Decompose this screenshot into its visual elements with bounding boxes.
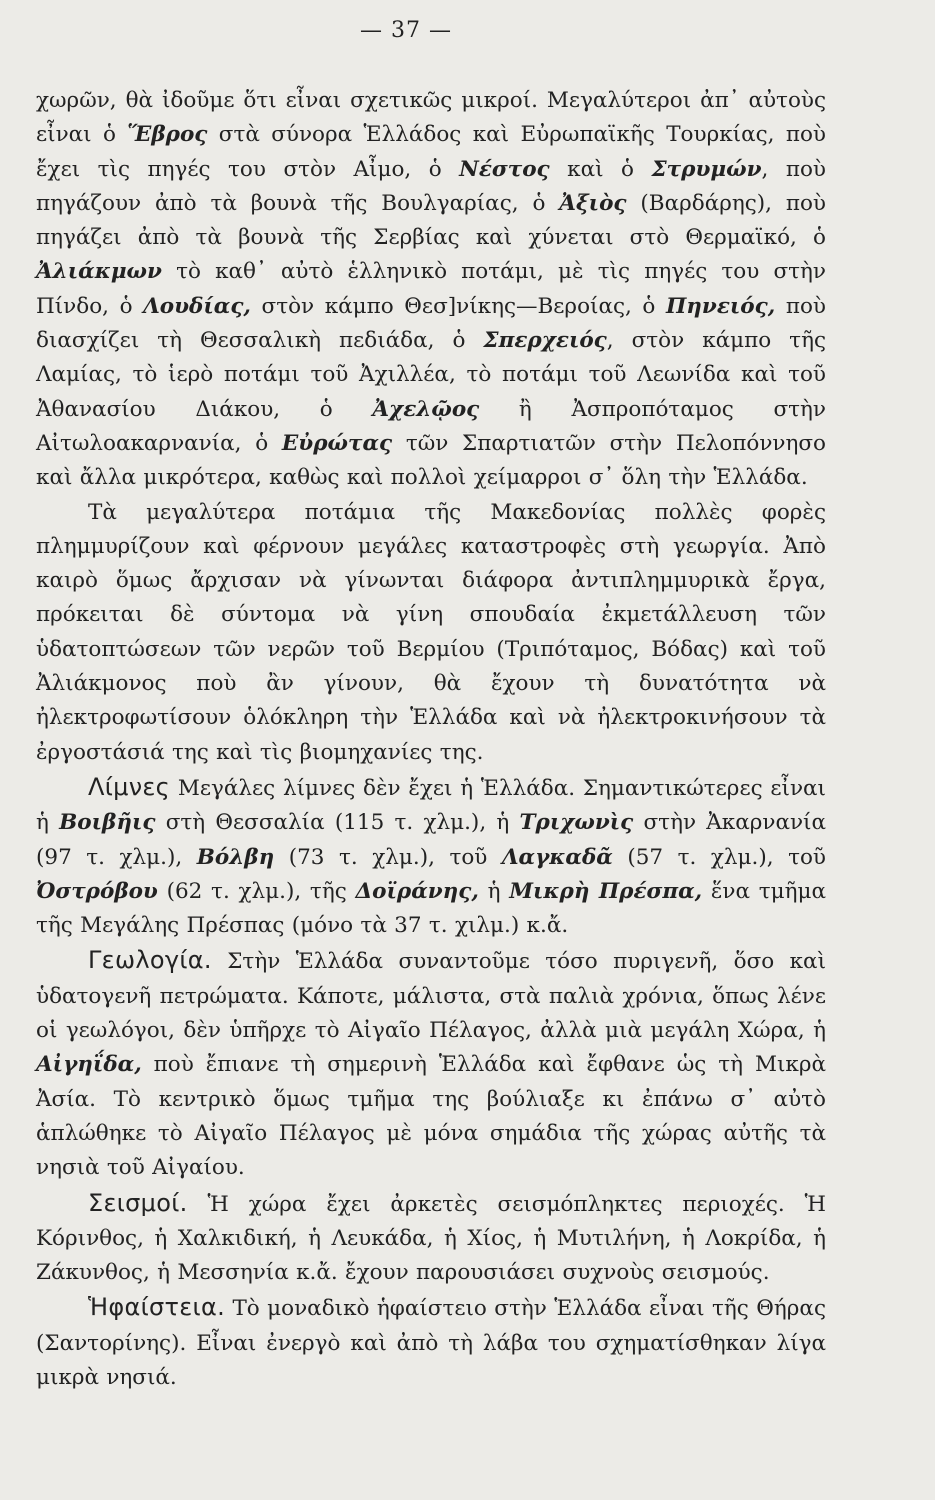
highlight-nestos: Νέστος [459, 156, 550, 182]
text-run: , ποὺ πηγάζουν ἀπὸ τὰ βουνὰ τῆς Βουλγαρίας, ὁ [36, 156, 826, 216]
text-run: (Βαρδάρης), ποὺ πηγάζει ἀπὸ τὰ βουνὰ τῆς Σερβίας καὶ χύνεται στὸ Θερμαϊκό, ὁ [36, 190, 827, 251]
section-heading-earthquakes: Σεισμοί. [88, 1188, 188, 1217]
highlight-doirani: Δοϊράνης, [355, 878, 479, 904]
text-run: ἕνα τμῆμα τῆς Μεγάλης Πρέσπας (μόνο τὰ 37 τ. χιλμ.) κ.ἄ. [36, 878, 826, 939]
text-run: (73 τ. χλμ.), τοῦ [274, 844, 502, 870]
highlight-loudias: Λουδίας, [143, 293, 251, 319]
text-run: καὶ ὁ [549, 156, 652, 182]
paragraph-volcanoes [36, 1290, 826, 1395]
text-run: Μεγάλες λίμνες δὲν ἔχει ἡ Ἑλλάδα. Σημαντικώτερες εἶναι ἡ [36, 775, 826, 836]
section-heading-lakes: Λίμνες [88, 772, 171, 801]
text-run: ποὺ διασχίζει τὴ Θεσσαλικὴ πεδιάδα, ὁ [36, 293, 826, 354]
paragraph-lakes [36, 770, 826, 943]
text-run: τὸ καθ᾽ αὐτὸ ἑλληνικὸ ποτάμι, μὲ τὶς πηγές του στὴν Πίνδο, ὁ [36, 259, 826, 319]
text-run: ἢ Ἀσπροπόταμος στὴν Αἰτωλοακαρνανία, ὁ [36, 396, 826, 456]
paragraph-geology [36, 943, 826, 1185]
highlight-voivi: Βοιβῆις [59, 810, 156, 836]
highlight-lagkadas: Λαγκαδᾶ [501, 844, 613, 870]
section-heading-volcanoes: Ἡφαίστεια. [88, 1293, 226, 1322]
highlight-acheloos: Ἀχελῷος [372, 396, 480, 422]
text-run: , στὸν κάμπο τῆς Λαμίας, τὸ ἱερὸ ποτάμι τοῦ Ἀχιλλέα, τὸ ποτάμι τοῦ Λεωνίδα καὶ τοῦ Ἀθανασίου Διάκου, ὁ [36, 328, 827, 422]
highlight-evros: Ἕβρος [127, 122, 208, 148]
highlight-axios: Ἀξιὸς [559, 190, 627, 216]
highlight-ostrovo: Ὀστρόβου [36, 878, 158, 904]
highlight-evrotas: Εὐρώτας [281, 430, 393, 456]
paragraph-rivers [36, 84, 826, 496]
text-run: (62 τ. χλμ.), τῆς [157, 878, 356, 904]
highlight-trichonis: Τριχωνὶς [519, 810, 634, 836]
text-run: τῶν Σπαρτιατῶν στὴν Πελοπόννησο καὶ ἄλλα μικρότερα, καθὼς καὶ πολλοὶ χείμαρροι σ᾽ ὅλη τὴν Ἑλλάδα. [36, 430, 827, 491]
text-run: στὴ Θεσσαλία (115 τ. χλμ.), ἡ [155, 810, 520, 836]
text-run: στὸν κάμπο Θεσ]νίκης—Βεροίας, ὁ [250, 293, 666, 319]
paragraph-macedonia-rivers: Τὰ μεγαλύτερα ποτάμια τῆς Μακεδονίας πολλὲς φορὲς πλημμυρίζουν καὶ φέρνουν μεγάλες καταστροφὲς στὴ γεωργία. Ἀπὸ καιρὸ ὅμως ἄρχισαν νὰ γίνωνται διάφορα ἀντιπλημμυρικὰ ἔργα, πρόκειται δὲ σύντομα νὰ γίνη σπουδαία ἐκμετάλλευση τῶν ὑδατοπτώσεων τῶν νερῶν τοῦ Βερμίου (Τριπόταμος, Βόδας) καὶ τοῦ Ἀλιάκμονος ποὺ ἂν γίνουν, θὰ ἔχουν τὴ δυνατότητα νὰ ἠλεκτροφωτίσουν ὁλόκληρη τὴν Ἑλλάδα καὶ νὰ ἠλεκτροκινήσουν τὰ ἐργοστάσιά της καὶ τὶς βιομηχανίες της. [36, 499, 826, 765]
highlight-aliakmon: Ἀλιάκμων [36, 259, 162, 285]
highlight-strymon: Στρυμών [651, 156, 762, 182]
highlight-mikri-prespa: Μικρὴ Πρέσπα, [509, 878, 703, 904]
highlight-volvi: Βόλβη [196, 844, 275, 870]
text-run: ποὺ ἔπιανε τὴ σημερινὴ Ἑλλάδα καὶ ἔφθανε ὡς τὴ Μικρὰ Ἀσία. Τὸ κεντρικὸ ὅμως τμῆμα της βούλιαξε κι ἐπάνω σ᾽ αὐτὸ ἁπλώθηκε τὸ Αἰγαῖο Πέλαγος μὲ μόνα σημάδια τῆς χώρας αὐτῆς τὰ νησιὰ τοῦ Αἰγαίου. [36, 1052, 826, 1181]
paragraph-earthquakes [36, 1186, 826, 1291]
text-run: Τὸ μοναδικὸ ἡφαίστειο στὴν Ἑλλάδα εἶναι τῆς Θήρας (Σαντορίνης). Εἶναι ἐνεργὸ καὶ ἀπὸ τὴ λάβα του σχηματίσθηκαν λίγα μικρὰ νησιά. [36, 1296, 826, 1390]
section-heading-geology: Γεωλογία. [88, 946, 212, 975]
text-run: ἡ [478, 878, 510, 904]
highlight-aigiida: Αἰγηΐδα, [36, 1052, 142, 1078]
highlight-pineios: Πηνειός, [665, 293, 776, 319]
text-run: (57 τ. χλμ.), τοῦ [612, 844, 826, 870]
page-text [36, 84, 826, 1395]
text-run: στὴν Ἀκαρνανία (97 τ. χλμ.), [36, 810, 826, 870]
highlight-spercheios: Σπερχειός [483, 328, 607, 354]
text-run: στὰ σύνορα Ἑλλάδος καὶ Εὐρωπαϊκῆς Τουρκίας, ποὺ ἔχει τὶς πηγές του στὸν Αἶμο, ὁ [36, 122, 826, 182]
text-run: Ἡ χώρα ἔχει ἀρκετὲς σεισμόπληκτες περιοχές. Ἡ Κόρινθος, ἡ Χαλκιδική, ἡ Λευκάδα, ἡ Χίος, ἡ Μυτιλήνη, ἡ Λοκρίδα, ἡ Ζάκυνθος, ἡ Μεσσηνία κ.ἄ. ἔχουν παρουσιάσει συχνοὺς σεισμούς. [36, 1191, 826, 1286]
page-number: — 37 — [360, 18, 452, 43]
text-run: Στὴν Ἑλλάδα συναντοῦμε τόσο πυριγενῆ, ὅσο καὶ ὑδατογενῆ πετρώματα. Κάποτε, μάλιστα, στὰ παλιὰ χρόνια, ὅπως λένε οἱ γεωλόγοι, δὲν ὑπῆρχε τὸ Αἰγαῖο Πέλαγος, ἀλλὰ μιὰ μεγάλη Χώρα, ἡ [36, 949, 826, 1044]
text-run: χωρῶν, θὰ ἰδοῦμε ὅτι εἶναι σχετικῶς μικροί. Μεγαλύτεροι ἀπ᾽ αὐτοὺς εἶναι ὁ [36, 88, 826, 148]
